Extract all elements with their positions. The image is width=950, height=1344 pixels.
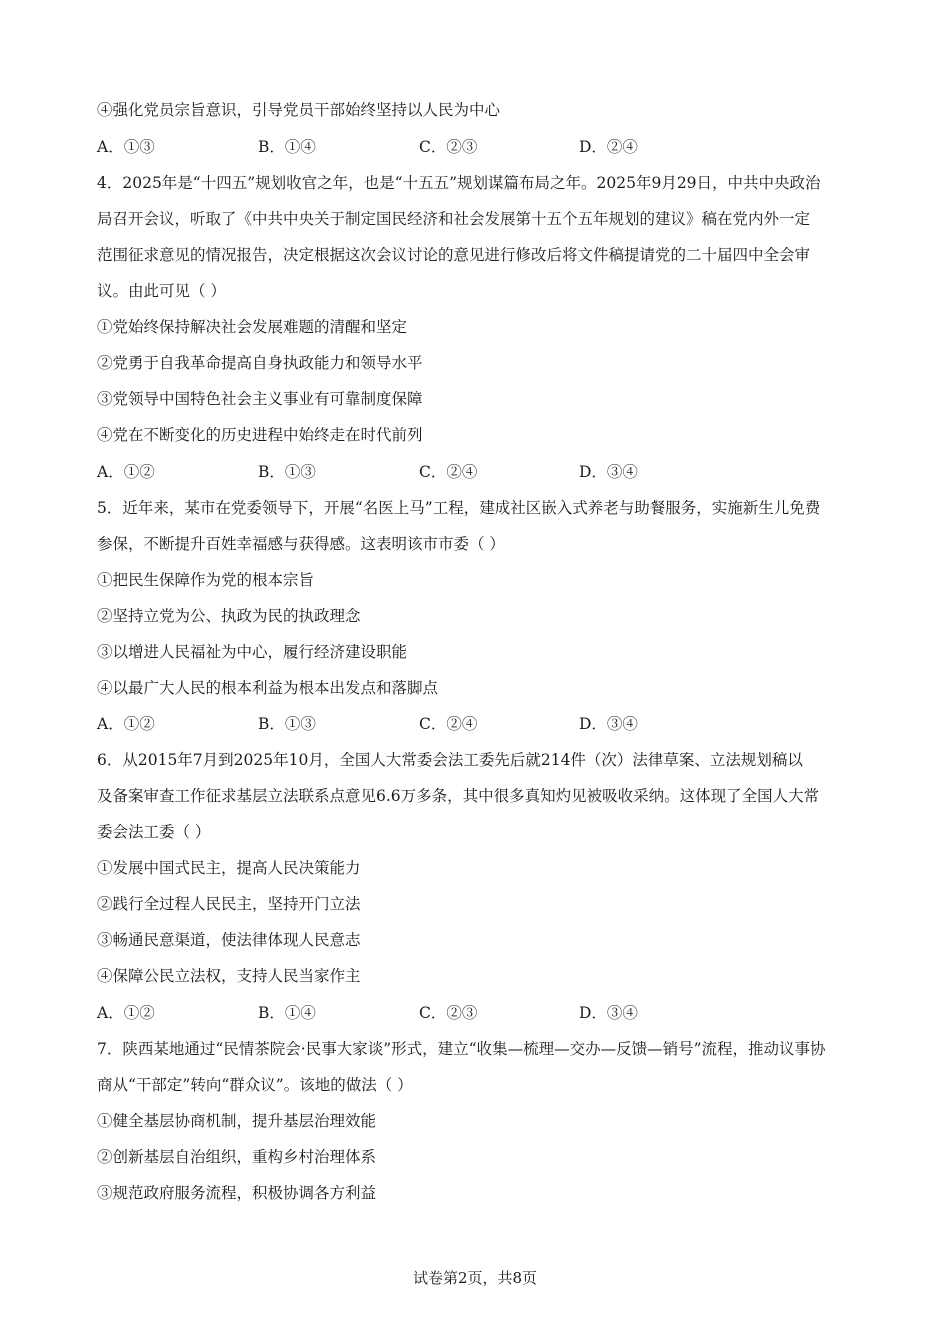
q4-option-b: B．①③: [258, 463, 316, 481]
q6-stem-line-3: 委会法工委（ ）: [97, 823, 211, 841]
q4-item-2: ②党勇于自我革命提高自身执政能力和领导水平: [97, 354, 423, 372]
q7-stem-line-2: 商从“干部定”转向“群众议”。该地的做法（ ）: [97, 1076, 413, 1094]
q6-item-1: ①发展中国式民主，提高人民决策能力: [97, 859, 361, 877]
q7-item-3: ③规范政府服务流程，积极协调各方利益: [97, 1184, 377, 1202]
q6-item-4: ④保障公民立法权，支持人民当家作主: [97, 967, 361, 985]
q4-stem-line-3: 范围征求意见的情况报告，决定根据这次会议讨论的意见进行修改后将文件稿提请党的二十届四中全会审: [97, 246, 811, 264]
q3-options: [97, 137, 857, 157]
q4-option-d: D．③④: [579, 463, 638, 481]
q5-option-a: A．①②: [97, 715, 155, 733]
q7-item-2: ②创新基层自治组织，重构乡村治理体系: [97, 1148, 377, 1166]
q6-item-2: ②践行全过程人民民主，坚持开门立法: [97, 895, 361, 913]
q3-option-c: C．②③: [419, 138, 478, 156]
q6-stem-line-2: 及备案审查工作征求基层立法联系点意见6.6万多条，其中很多真知灼见被吸收采纳。这体现了全国人大常: [97, 787, 820, 805]
q4-item-1: ①党始终保持解决社会发展难题的清醒和坚定: [97, 318, 408, 336]
page-footer: 试卷第2页，共8页: [412, 1269, 538, 1287]
q7-stem-line-1: 7．陕西某地通过“民情茶院会·民事大家谈”形式，建立“收集—梳理—交办—反馈—销号”流程，推动议事协: [97, 1040, 826, 1058]
q3-option-d: D．②④: [579, 138, 638, 156]
q3-option-b: B．①④: [258, 138, 316, 156]
q6-option-c: C．②③: [419, 1004, 478, 1022]
q6-option-b: B．①④: [258, 1004, 316, 1022]
q6-options: [97, 1003, 857, 1023]
q5-option-b: B．①③: [258, 715, 316, 733]
q6-option-d: D．③④: [579, 1004, 638, 1022]
q6-option-a: A．①②: [97, 1004, 155, 1022]
q5-option-c: C．②④: [419, 715, 478, 733]
q4-option-a: A．①②: [97, 463, 155, 481]
q5-item-3: ③以增进人民福祉为中心，履行经济建设职能: [97, 643, 408, 661]
q5-stem-line-2: 参保，不断提升百姓幸福感与获得感。这表明该市市委（ ）: [97, 535, 505, 553]
q6-item-3: ③畅通民意渠道，使法律体现人民意志: [97, 931, 361, 949]
q7-item-1: ①健全基层协商机制，提升基层治理效能: [97, 1112, 377, 1130]
q3-option-a: A．①③: [97, 138, 155, 156]
q4-stem-line-2: 局召开会议，听取了《中共中央关于制定国民经济和社会发展第十五个五年规划的建议》稿在党内外一定: [97, 210, 811, 228]
q5-item-1: ①把民生保障作为党的根本宗旨: [97, 571, 315, 589]
q4-stem-line-1: 4．2025年是“十四五”规划收官之年，也是“十五五”规划谋篇布局之年。2025年9月29日，中共中央政治: [97, 174, 821, 192]
q6-stem-line-1: 6．从2015年7月到2025年10月，全国人大常委会法工委先后就214件（次）法律草案、立法规划稿以: [97, 751, 803, 769]
q4-stem-line-4: 议。由此可见（ ）: [97, 282, 226, 300]
q3-item-4: ④强化党员宗旨意识，引导党员干部始终坚持以人民为中心: [97, 101, 501, 119]
q4-item-4: ④党在不断变化的历史进程中始终走在时代前列: [97, 426, 423, 444]
q5-option-d: D．③④: [579, 715, 638, 733]
q5-item-4: ④以最广大人民的根本利益为根本出发点和落脚点: [97, 679, 439, 697]
q4-item-3: ③党领导中国特色社会主义事业有可靠制度保障: [97, 390, 423, 408]
q5-options: [97, 714, 857, 734]
q5-item-2: ②坚持立党为公、执政为民的执政理念: [97, 607, 361, 625]
q5-stem-line-1: 5．近年来，某市在党委领导下，开展“名医上马”工程，建成社区嵌入式养老与助餐服务，实施新生儿免费: [97, 499, 821, 517]
q4-option-c: C．②④: [419, 463, 478, 481]
q4-options: [97, 462, 857, 482]
